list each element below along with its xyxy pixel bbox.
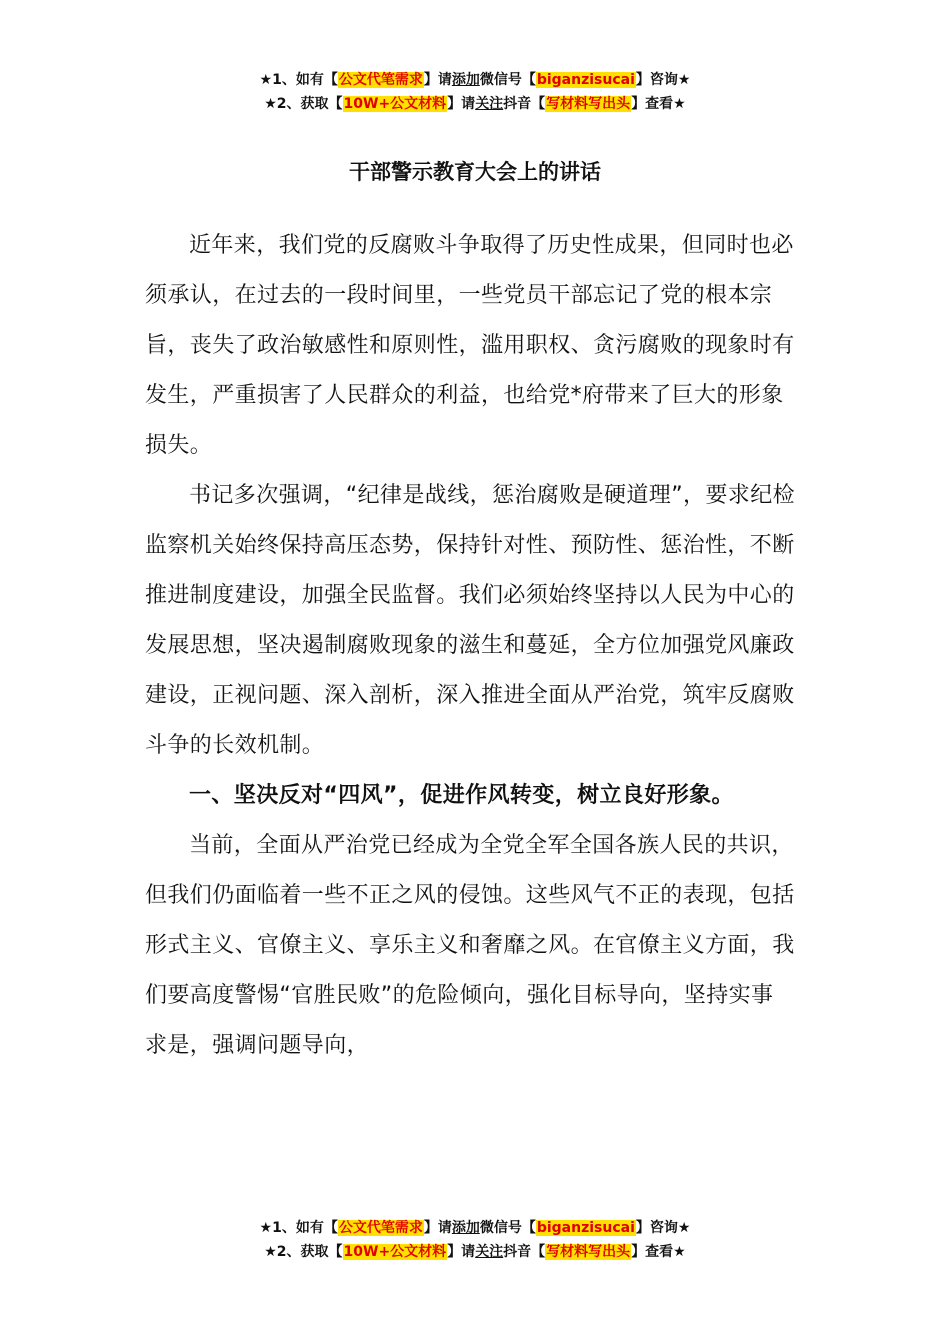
document-title: 干部警示教育大会上的讲话	[349, 160, 601, 184]
banner-text: 】查看★	[631, 1244, 686, 1260]
banner-line-1	[0, 68, 950, 92]
banner-text: 】请	[447, 1244, 476, 1260]
banner-line-2	[0, 1240, 950, 1264]
footer-banner	[0, 1216, 950, 1264]
banner-douyin-id: 写材料写出头	[546, 1244, 631, 1260]
banner-highlight: 公文代笔需求	[338, 72, 423, 88]
paragraph: 书记多次强调，“纪律是战线，惩治腐败是硬道理”，要求纪检监察机关始终保持高压态势，保持针对性、预防性、惩治性，不断推进制度建设，加强全民监督。我们必须始终坚持以人民为中心的发展思想，坚决遏制腐败现象的滋生和蔓延，全方位加强党风廉政建设，正视问题、深入剖析，深入推进全面从严治党，筑牢反腐败斗争的长效机制。	[145, 483, 795, 758]
banner-highlight: 10W+公文材料	[343, 1244, 447, 1260]
banner-highlight: 公文代笔需求	[338, 1220, 423, 1236]
banner-text: 微信号【	[479, 72, 536, 88]
banner-line-2	[0, 92, 950, 116]
banner-wechat-id: biganzisucai	[536, 72, 635, 88]
banner-wechat-id: biganzisucai	[536, 1220, 635, 1236]
paragraph: 当前，全面从严治党已经成为全党全军全国各族人民的共识，但我们仍面临着一些不正之风的侵蚀。这些风气不正的表现，包括形式主义、官僚主义、享乐主义和奢靡之风。在官僚主义方面，我们要高度警惕“官胜民败”的危险倾向，强化目标导向，坚持实事求是，强调问题导向，	[145, 833, 795, 1058]
banner-underline: 关注	[475, 96, 504, 112]
paragraph: 近年来，我们党的反腐败斗争取得了历史性成果，但同时也必须承认，在过去的一段时间里，一些党员干部忘记了党的根本宗旨，丧失了政治敏感性和原则性，滥用职权、贪污腐败的现象时有发生，严重损害了人民群众的利益，也给党*府带来了巨大的形象损失。	[145, 233, 795, 458]
banner-text: 】请	[423, 1220, 452, 1236]
banner-text: 抖音【	[503, 96, 546, 112]
banner-underline: 添加	[451, 1220, 480, 1236]
banner-text: 】咨询★	[635, 72, 691, 88]
banner-text: ★1、如有【	[259, 72, 338, 88]
banner-text: 微信号【	[479, 1220, 536, 1236]
banner-text: ★2、获取【	[264, 96, 343, 112]
banner-text: 抖音【	[503, 1244, 546, 1260]
banner-line-1	[0, 1216, 950, 1240]
section-heading: 一、坚决反对“四风”，促进作风转变，树立良好形象。	[189, 783, 734, 808]
banner-underline: 添加	[451, 72, 480, 88]
banner-text: 】查看★	[631, 96, 686, 112]
banner-text: 】请	[423, 72, 452, 88]
banner-douyin-id: 写材料写出头	[546, 96, 631, 112]
banner-highlight: 10W+公文材料	[343, 96, 447, 112]
header-banner	[0, 68, 950, 116]
banner-underline: 关注	[475, 1244, 504, 1260]
document-body	[145, 221, 795, 1071]
banner-text: 】请	[447, 96, 476, 112]
banner-text: ★2、获取【	[264, 1244, 343, 1260]
banner-text: 】咨询★	[635, 1220, 691, 1236]
banner-text: ★1、如有【	[259, 1220, 338, 1236]
